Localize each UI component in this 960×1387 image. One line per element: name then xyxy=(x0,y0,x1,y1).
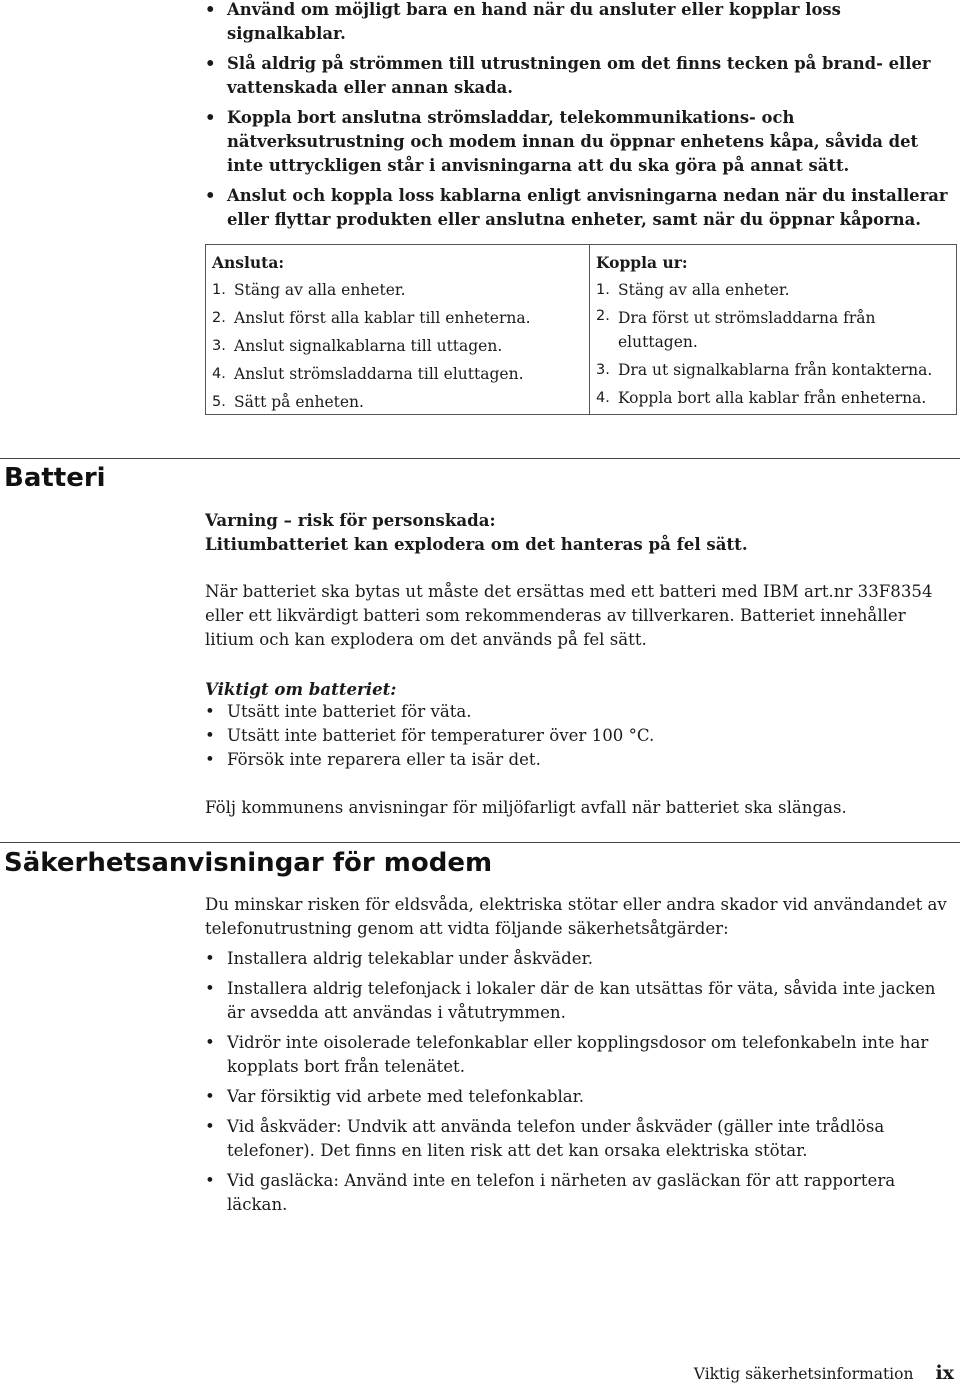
list-item: • Utsätt inte batteriet för väta. xyxy=(205,700,955,724)
disconnect-heading: Koppla ur: xyxy=(596,253,688,272)
bullet-icon: • xyxy=(205,750,215,769)
footer-section-name: Viktig säkerhetsinformation xyxy=(693,1365,914,1383)
disconnect-column xyxy=(590,245,956,414)
bullet-icon: • xyxy=(205,108,216,127)
battery-section-title: Batteri xyxy=(4,463,106,493)
bullet-icon: • xyxy=(205,1117,215,1136)
list-item: • Anslut och koppla loss kablarna enligt anvisningarna nedan när du installerar eller flyttar produkten eller anslutna enheter, samt när du öppnar kåporna. xyxy=(205,186,948,229)
list-item: • Använd om möjligt bara en hand när du ansluter eller kopplar loss signalkablar. xyxy=(205,0,841,43)
bullet-icon: • xyxy=(205,1033,215,1052)
modem-safety-list xyxy=(205,947,955,1223)
list-item: • Utsätt inte batteriet för temperaturer över 100 °C. xyxy=(205,724,955,748)
bullet-icon: • xyxy=(205,726,215,745)
step-item: 2. Dra först ut strömsladdarna från eluttagen. xyxy=(596,308,876,351)
battery-paragraph: När batteriet ska bytas ut måste det ersättas med ett batteri med IBM art.nr 33F8354 eller ett likvärdigt batteri som rekommenderas av tillverkaren. Batteriet innehåller litium och kan explodera om det används på fel sätt. xyxy=(205,582,933,649)
list-item: • Installera aldrig telefonjack i lokaler där de kan utsättas för väta, såvida inte jacken är avsedda att användas i våtutrymmen. xyxy=(205,979,936,1022)
list-item: • Installera aldrig telekablar under åskväder. xyxy=(205,947,955,971)
list-item: • Koppla bort anslutna strömsladdar, telekommunikations- och nätverksutrustning och modem innan du öppnar enhetens kåpa, såvida det inte uttryckligen står i anvisningarna att du ska göra på annat sätt. xyxy=(205,108,919,175)
section-divider xyxy=(0,842,960,843)
list-item: • Vid gasläcka: Använd inte en telefon i närheten av gasläckan för att rapportera läckan. xyxy=(205,1171,896,1214)
list-item: • Vidrör inte oisolerade telefonkablar eller kopplingsdosor om telefonkabeln inte har kopplats bort från telenätet. xyxy=(205,1033,929,1076)
step-item: 2. Anslut först alla kablar till enheterna. xyxy=(212,309,531,327)
bullet-icon: • xyxy=(205,0,216,19)
battery-important-heading: Viktigt om batteriet: xyxy=(205,679,397,699)
step-item: 1. Stäng av alla enheter. xyxy=(596,281,790,299)
modem-intro: Du minskar risken för eldsvåda, elektriska stötar eller andra skador vid användandet av telefonutrustning genom att vidta följande säkerhetsåtgärder: xyxy=(205,895,947,938)
disconnect-steps xyxy=(596,276,956,412)
step-item: 3. Dra ut signalkablarna från kontakterna. xyxy=(596,361,933,379)
battery-important-list xyxy=(205,700,955,772)
bullet-icon: • xyxy=(205,702,215,721)
bullet-icon: • xyxy=(205,1087,215,1106)
step-item: 4. Koppla bort alla kablar från enheterna. xyxy=(596,389,927,407)
page-number: ix xyxy=(935,1362,954,1384)
list-item: • Försök inte reparera eller ta isär det. xyxy=(205,748,955,772)
connect-heading: Ansluta: xyxy=(212,253,285,272)
step-item: 4. Anslut strömsladdarna till eluttagen. xyxy=(212,365,524,383)
step-item: 5. Sätt på enheten. xyxy=(212,393,364,411)
safety-bullet-list xyxy=(205,0,950,238)
list-item: • Var försiktig vid arbete med telefonkablar. xyxy=(205,1085,955,1109)
battery-warning: Varning – risk för personskada: Litiumbatteriet kan explodera om det hanteras på fel sätt. xyxy=(205,510,748,554)
modem-section-title: Säkerhetsanvisningar för modem xyxy=(4,848,493,878)
battery-disposal-text: Följ kommunens anvisningar för miljöfarligt avfall när batteriet ska slängas. xyxy=(205,798,847,817)
connect-steps xyxy=(212,276,589,416)
connection-instructions-table xyxy=(205,244,957,415)
page-footer xyxy=(694,1362,954,1384)
list-item: • Slå aldrig på strömmen till utrustningen om det finns tecken på brand- eller vattenskada eller annan skada. xyxy=(205,54,931,97)
bullet-icon: • xyxy=(205,54,216,73)
step-item: 1. Stäng av alla enheter. xyxy=(212,281,406,299)
bullet-icon: • xyxy=(205,979,215,998)
bullet-icon: • xyxy=(205,186,216,205)
connect-column xyxy=(206,245,590,414)
section-divider xyxy=(0,458,960,459)
bullet-icon: • xyxy=(205,1171,215,1190)
list-item: • Vid åskväder: Undvik att använda telefon under åskväder (gäller inte trådlösa telefoner). Det finns en liten risk att det kan orsaka elektriska stötar. xyxy=(205,1117,885,1160)
step-item: 3. Anslut signalkablarna till uttagen. xyxy=(212,337,503,355)
bullet-icon: • xyxy=(205,949,215,968)
